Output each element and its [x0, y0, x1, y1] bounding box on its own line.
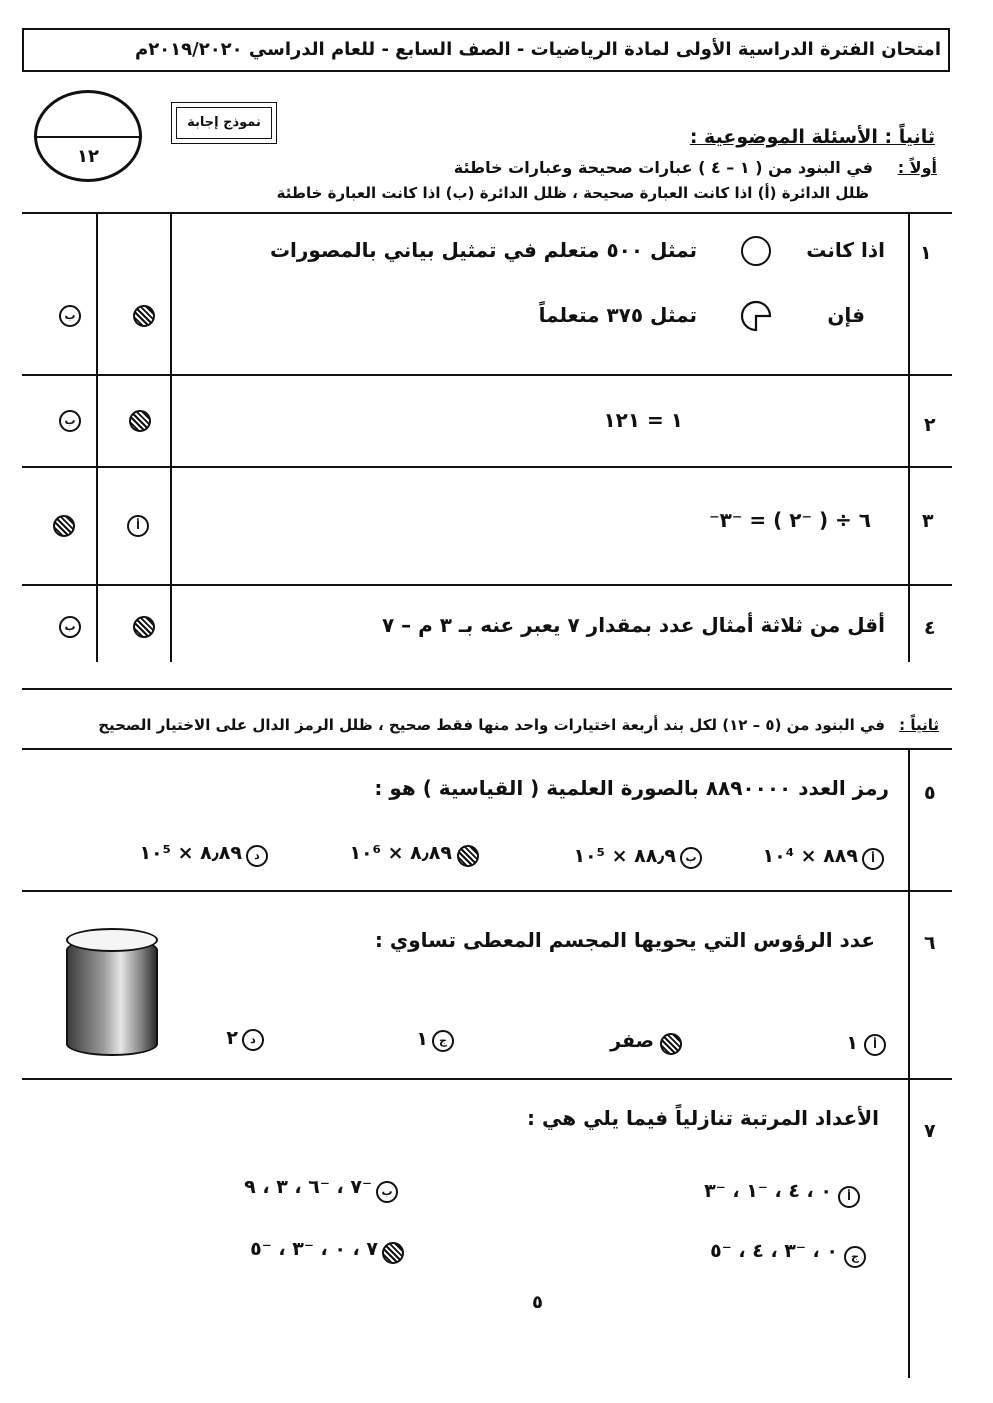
option-c-bubble-selected[interactable]	[457, 845, 479, 867]
part-two-instruction: في البنود من (٥ – ١٢) لكل بند أربعة اختيارات واحد منها فقط صحيح ، ظلل الرمز الدال على الاختيار الصحيح	[98, 716, 885, 734]
choice-b-bubble[interactable]: ب	[59, 305, 81, 327]
question-7-text: الأعداد المرتبة تنازلياً فيما يلي هي :	[527, 1106, 879, 1130]
score-divider	[34, 136, 142, 138]
row-divider	[22, 374, 952, 376]
part-one-label: أولاً :	[897, 158, 937, 177]
option-d-text: ٢	[226, 1027, 238, 1049]
item-number: ٣	[922, 510, 934, 532]
option-c-text: ١	[416, 1028, 428, 1050]
choice-b-bubble[interactable]: ب	[59, 616, 81, 638]
option-b-bubble[interactable]: ب	[376, 1181, 398, 1203]
part-one-instruction: ظلل الدائرة (أ) اذا كانت العبارة صحيحة ، ظلل الدائرة (ب) اذا كانت العبارة خاطئة	[276, 184, 869, 202]
choice-a-bubble-selected[interactable]	[129, 410, 151, 432]
option-d-bubble[interactable]: د	[246, 845, 268, 867]
choice-b-bubble[interactable]: ب	[59, 410, 81, 432]
option-c-text: ٠ ، ⁻٣ ، ٤ ، ⁻٥	[710, 1240, 838, 1262]
row-divider	[22, 584, 952, 586]
part-one-intro: في البنود من ( ١ – ٤ ) عبارات صحيحة وعبارات خاطئة	[453, 158, 873, 177]
item-2-text: ١ = ١٢١	[603, 408, 683, 432]
option-a-bubble[interactable]: أ	[862, 848, 884, 870]
item-3-text	[709, 508, 871, 532]
item-1-line2-text: تمثل ٣٧٥ متعلماً	[538, 303, 697, 327]
choice-b-bubble-selected[interactable]	[53, 515, 75, 537]
question-6-text: عدد الرؤوس التي يحويها المجسم المعطى تساوي :	[374, 928, 875, 952]
option-b-text: ٨٨٫٩ × ١٠⁵	[573, 845, 676, 867]
item-1-line1-text: تمثل ٥٠٠ متعلم في تمثيل بياني بالمصورات	[269, 238, 697, 262]
option-a-text: ٠ ، ٤ ، ⁻١ ، ⁻٣	[704, 1180, 832, 1202]
option-d-bubble-selected[interactable]	[382, 1242, 404, 1264]
answer-column-border	[170, 212, 172, 662]
table-top-border	[22, 212, 952, 214]
partial-circle-symbol	[738, 298, 774, 334]
option-b-text: ⁻٧ ، ⁻٦ ، ٣ ، ٩	[244, 1176, 372, 1198]
score-total: ١٢	[77, 146, 99, 167]
table-top-border	[22, 748, 952, 750]
item-1-line1-lead: اذا كانت	[806, 238, 885, 262]
choice-a-bubble-selected[interactable]	[133, 616, 155, 638]
section-heading: ثانياً : الأسئلة الموضوعية :	[689, 126, 935, 148]
item-number: ١	[920, 242, 932, 264]
question-number: ٦	[924, 932, 936, 954]
option-d-bubble[interactable]: د	[242, 1029, 264, 1051]
item-1-line2-lead: فإن	[827, 303, 865, 327]
answer-model-label: نموذج إجابة	[176, 107, 272, 139]
option-a-bubble[interactable]: أ	[864, 1034, 886, 1056]
question-5-text: رمز العدد ٨٨٩٠٠٠٠ بالصورة العلمية ( القياسية ) هو :	[374, 776, 889, 800]
option-d-text: ٧ ، ٠ ، ⁻٣ ، ⁻٥	[250, 1238, 378, 1260]
row-divider	[22, 1078, 952, 1080]
number-column-border	[908, 212, 910, 662]
question-number: ٥	[924, 782, 936, 804]
option-c-text: ٨٫٨٩ × ١٠⁶	[349, 842, 452, 864]
row-divider	[22, 890, 952, 892]
item-number: ٤	[924, 617, 936, 639]
option-a-text: ١	[846, 1032, 858, 1054]
full-circle-symbol	[741, 236, 771, 266]
option-a-bubble[interactable]: أ	[838, 1186, 860, 1208]
item-number: ٢	[924, 414, 936, 436]
option-b-text: صفر	[610, 1030, 654, 1052]
number-column-border	[908, 748, 910, 1378]
option-b-bubble[interactable]: ب	[680, 847, 702, 869]
question-number: ٧	[924, 1120, 936, 1142]
option-b-bubble-selected[interactable]	[660, 1033, 682, 1055]
exam-title: امتحان الفترة الدراسية الأولى لمادة الرياضيات - الصف السابع - للعام الدراسي ٢٠١٩/٢٠٢٠م	[134, 39, 941, 60]
row-divider	[22, 466, 952, 468]
choice-a-bubble[interactable]: أ	[127, 515, 149, 537]
item-4-text: أقل من ثلاثة أمثال عدد بمقدار ٧ يعبر عنه بـ ٣ م – ٧	[381, 613, 885, 637]
page-number: ٥	[532, 1292, 543, 1313]
part-two-label: ثانياً :	[899, 716, 939, 734]
option-d-text: ٨٫٨٩ × ١٠⁵	[139, 842, 242, 864]
option-a-text: ٨٨٩ × ١٠⁴	[762, 845, 858, 867]
cylinder-figure	[66, 938, 158, 1056]
cylinder-top-face	[66, 928, 158, 952]
item-3-expression: ⁻٦ ÷ ( ⁻٢ ) = ⁻٣	[709, 508, 871, 532]
answer-split-border	[96, 212, 98, 662]
section-divider	[22, 688, 952, 690]
option-c-bubble[interactable]: ج	[844, 1246, 866, 1268]
option-c-bubble[interactable]: ج	[432, 1030, 454, 1052]
choice-a-bubble-selected[interactable]	[133, 305, 155, 327]
